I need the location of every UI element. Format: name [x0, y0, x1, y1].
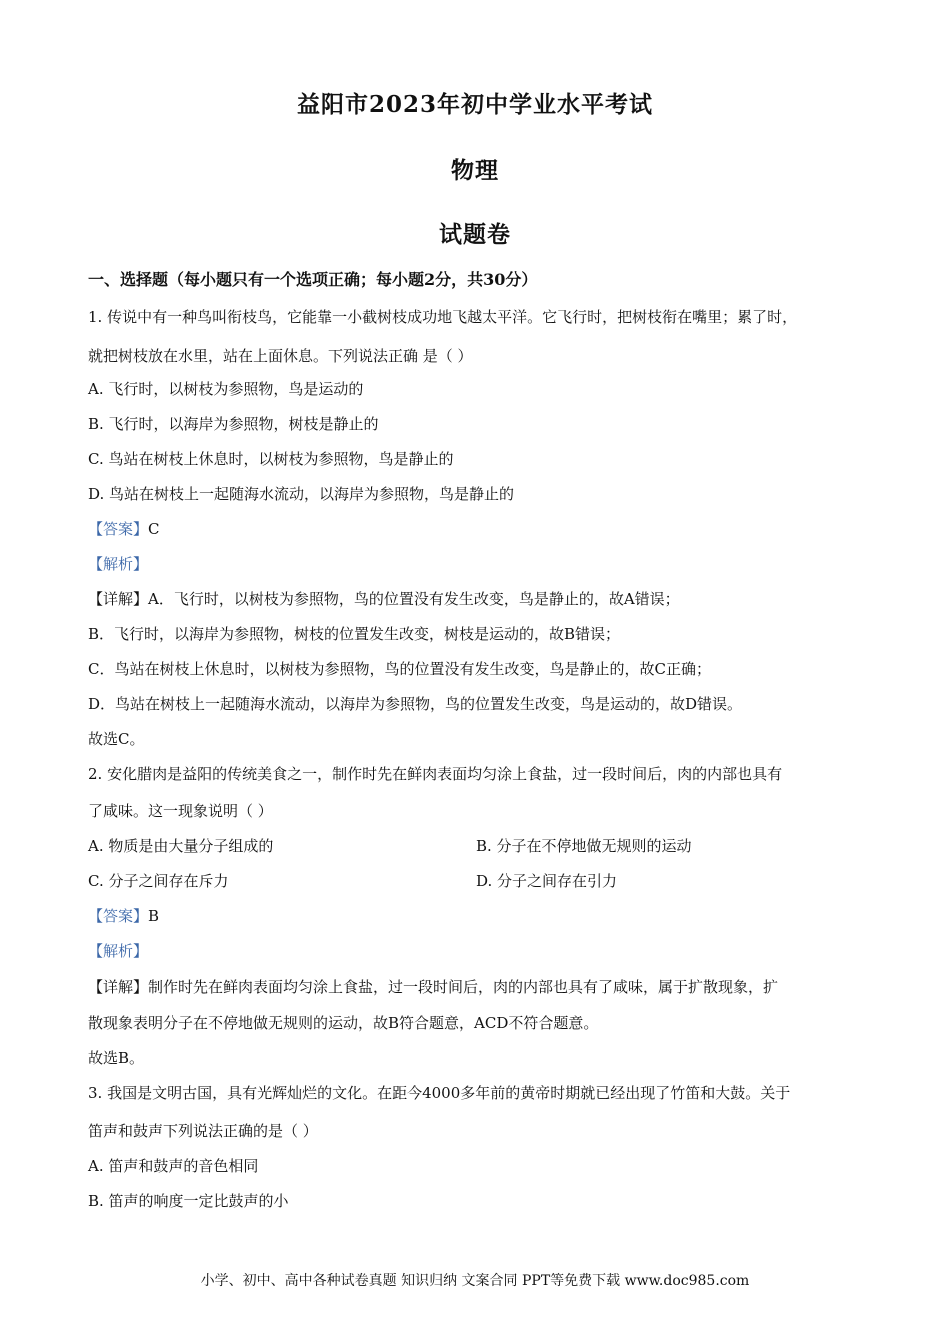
subject-title: 物理 [451, 157, 499, 184]
q2-option-b: B. 分子在不停地做无规则的运动 [476, 837, 692, 855]
q1-option-a: A. 飞行时，以树枝为参照物，鸟是运动的 [88, 380, 364, 398]
q1-stem-line1: 1. 传说中有一种鸟叫衔枝鸟，它能靠一小截树枝成功地飞越太平洋。它飞行时，把树枝衔在嘴里；累了时， [88, 308, 798, 326]
q1-final: 故选C。 [88, 730, 145, 748]
q2-option-c: C. 分子之间存在斥力 [88, 872, 229, 890]
q1-detail-4: D．鸟站在树枝上一起随海水流动，以海岸为参照物，鸟的位置发生改变，鸟是运动的，故D错误。 [88, 695, 743, 713]
q1-detail-3: C．鸟站在树枝上休息时，以树枝为参照物，鸟的位置没有发生改变，鸟是静止的，故C正确； [88, 660, 711, 678]
detail-text: 制作时先在鲜肉表面均匀涂上食盐，过一段时间后，肉的内部也具有了咸味，属于扩散现象，扩 [148, 978, 779, 996]
q1-detail-2: B．飞行时，以海岸为参照物，树枝的位置发生改变，树枝是运动的，故B错误； [88, 625, 621, 643]
q2-option-a: A. 物质是由大量分子组成的 [88, 837, 274, 855]
q2-final: 故选B。 [88, 1049, 145, 1067]
q1-detail-1 [88, 589, 868, 609]
page-footer: 小学、初中、高中各种试卷真题 知识归纳 文案合同 PPT等免费下载 www.doc985.com [200, 1273, 750, 1289]
q1-option-d: D. 鸟站在树枝上一起随海水流动，以海岸为参照物，鸟是静止的 [88, 485, 515, 503]
answer-tag: 【答案】 [88, 520, 149, 538]
exam-title: 益阳市2023年初中学业水平考试 [296, 91, 653, 118]
detail-tag: 【详解】 [88, 590, 149, 608]
q2-analysis [88, 941, 868, 961]
answer-tag: 【答案】 [88, 907, 149, 925]
q3-stem-line1: 3. 我国是文明古国，具有光辉灿烂的文化。在距今4000多年前的黄帝时期就已经出现了竹笛和大鼓。关于 [88, 1084, 791, 1102]
q2-detail-1 [88, 977, 868, 997]
q2-option-d: D. 分子之间存在引力 [476, 872, 618, 890]
q2-stem-line2: 了咸味。这一现象说明（ ） [88, 802, 273, 820]
answer-value: C [148, 520, 160, 538]
detail-tag: 【详解】 [88, 978, 149, 996]
q1-answer [88, 519, 868, 539]
section-heading: 一、选择题（每小题只有一个选项正确；每小题2分，共30分） [88, 270, 538, 289]
q1-option-b: B. 飞行时，以海岸为参照物，树枝是静止的 [88, 415, 379, 433]
q1-option-c: C. 鸟站在树枝上休息时，以树枝为参照物，鸟是静止的 [88, 450, 454, 468]
q1-analysis [88, 554, 868, 574]
q2-stem-line1: 2. 安化腊肉是益阳的传统美食之一，制作时先在鲜肉表面均匀涂上食盐，过一段时间后，肉的内部也具有 [88, 765, 783, 783]
q3-stem-line2: 笛声和鼓声下列说法正确的是（ ） [88, 1122, 318, 1140]
analysis-tag: 【解析】 [88, 555, 149, 573]
q3-option-a: A. 笛声和鼓声的音色相同 [88, 1157, 259, 1175]
paper-title: 试题卷 [439, 221, 511, 248]
q2-answer [88, 906, 868, 926]
q3-option-b: B. 笛声的响度一定比鼓声的小 [88, 1192, 289, 1210]
q2-detail-2: 散现象表明分子在不停地做无规则的运动，故B符合题意，ACD不符合题意。 [88, 1014, 599, 1032]
answer-value: B [148, 907, 160, 925]
q1-stem-line2: 就把树枝放在水里，站在上面休息。下列说法正确 是（ ） [88, 347, 473, 365]
analysis-tag: 【解析】 [88, 942, 149, 960]
detail-text: A．飞行时，以树枝为参照物，鸟的位置没有发生改变，鸟是静止的，故A错误； [148, 590, 680, 608]
